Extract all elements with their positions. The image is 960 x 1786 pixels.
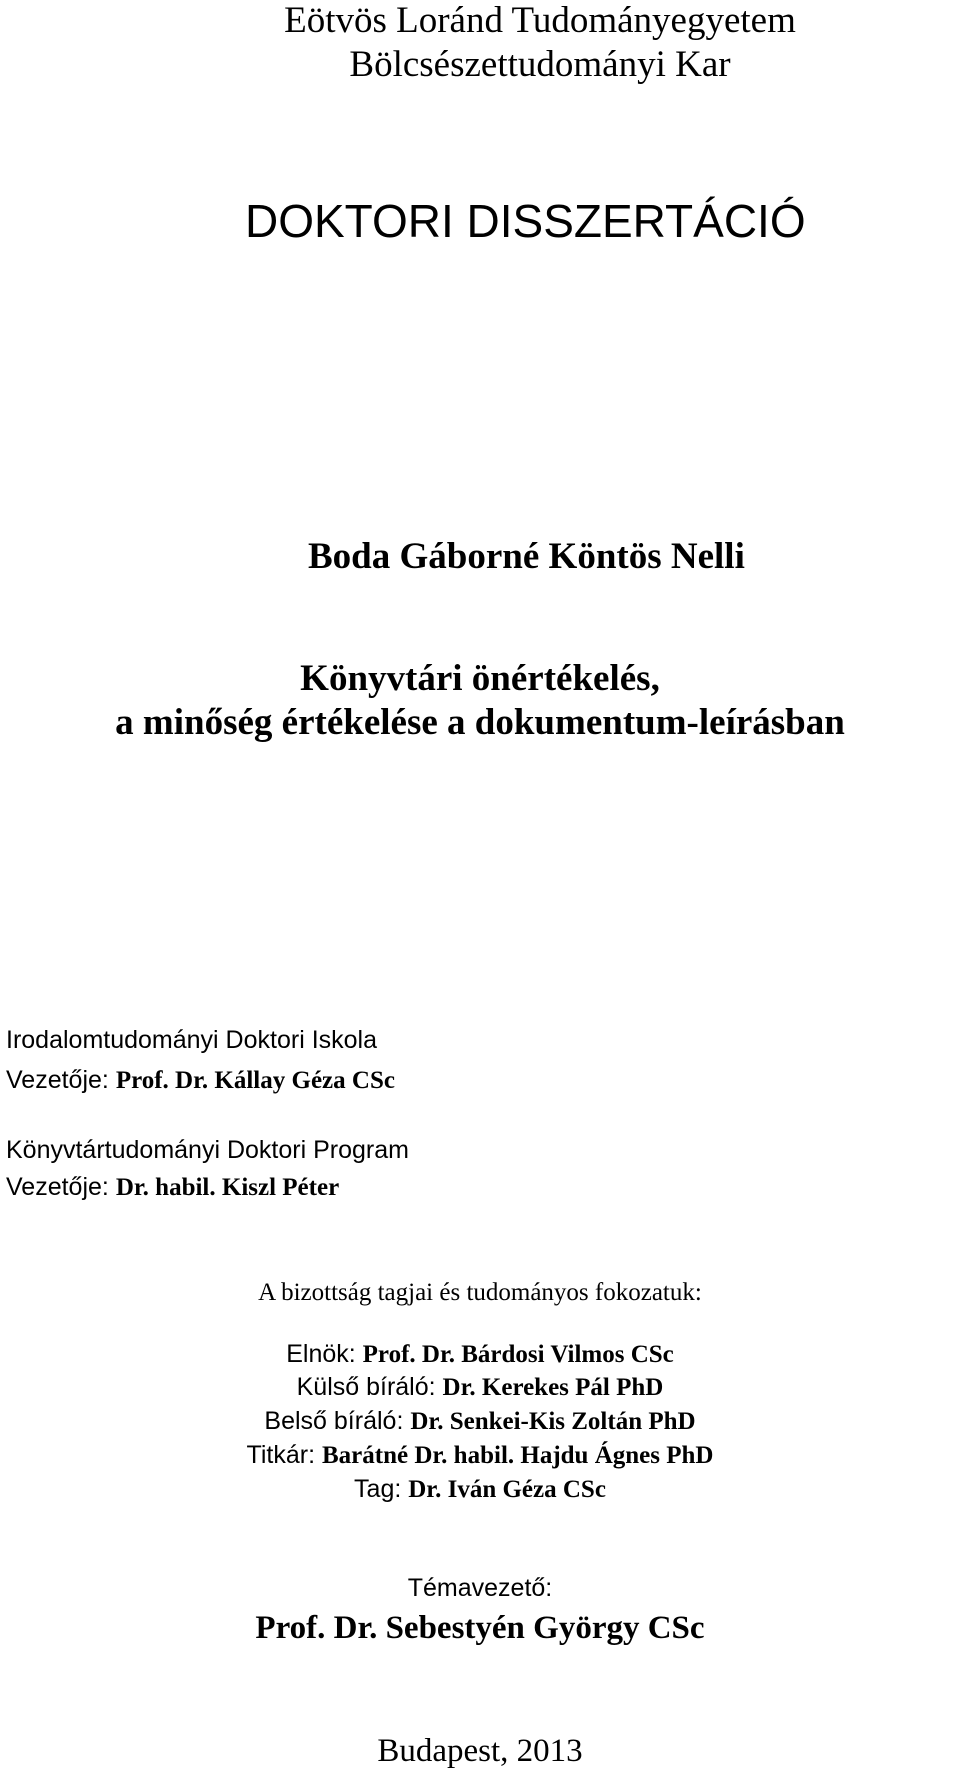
committee-role: Tag: [354,1475,409,1503]
place-and-year: Budapest, 2013 [377,1733,583,1769]
committee-member-name: Barátné Dr. habil. Hajdu Ágnes PhD [321,1442,714,1469]
faculty-name: Bölcsészettudományi Kar [349,44,731,85]
committee-role: Titkár: [246,1441,322,1469]
doctoral-program-head-label: Vezetője: [6,1173,116,1201]
committee-member [0,1443,960,1468]
committee-title: A bizottság tagjai és tudományos fokozatuk: [258,1279,702,1306]
doctoral-program-head-name: Dr. habil. Kiszl Péter [115,1174,340,1201]
doctoral-school-name: Irodalomtudományi Doktori Iskola [6,1026,377,1054]
university-name: Eötvös Loránd Tudományegyetem [284,0,796,41]
committee-member [0,1375,960,1400]
dissertation-title-line-1: Könyvtári önértékelés, [300,658,660,699]
committee-member [0,1477,960,1502]
committee-role: Külső bíráló: [296,1373,443,1401]
committee-member-name: Dr. Kerekes Pál PhD [442,1374,664,1401]
committee-member-name: Prof. Dr. Bárdosi Vilmos CSc [362,1341,674,1368]
committee-member [0,1342,960,1367]
doctoral-school-head [6,1068,395,1093]
committee-member-name: Dr. Iván Géza CSc [408,1476,606,1503]
committee-role: Elnök: [286,1340,363,1368]
doctoral-program-name: Könyvtártudományi Doktori Program [6,1136,409,1164]
doctoral-program-head [6,1175,339,1200]
doctoral-school-head-label: Vezetője: [6,1066,116,1094]
document-type: DOKTORI DISSZERTÁCIÓ [245,195,806,247]
dissertation-title-line-2: a minőség értékelése a dokumentum-leírásban [115,702,845,743]
author-name: Boda Gáborné Köntös Nelli [308,536,745,577]
doctoral-school-head-name: Prof. Dr. Kállay Géza CSc [115,1067,395,1094]
supervisor-label: Témavezető: [407,1574,553,1602]
supervisor-name: Prof. Dr. Sebestyén György CSc [255,1610,705,1646]
committee-member [0,1409,960,1434]
committee-member-name: Dr. Senkei-Kis Zoltán PhD [410,1408,696,1435]
committee-role: Belső bíráló: [264,1407,411,1435]
